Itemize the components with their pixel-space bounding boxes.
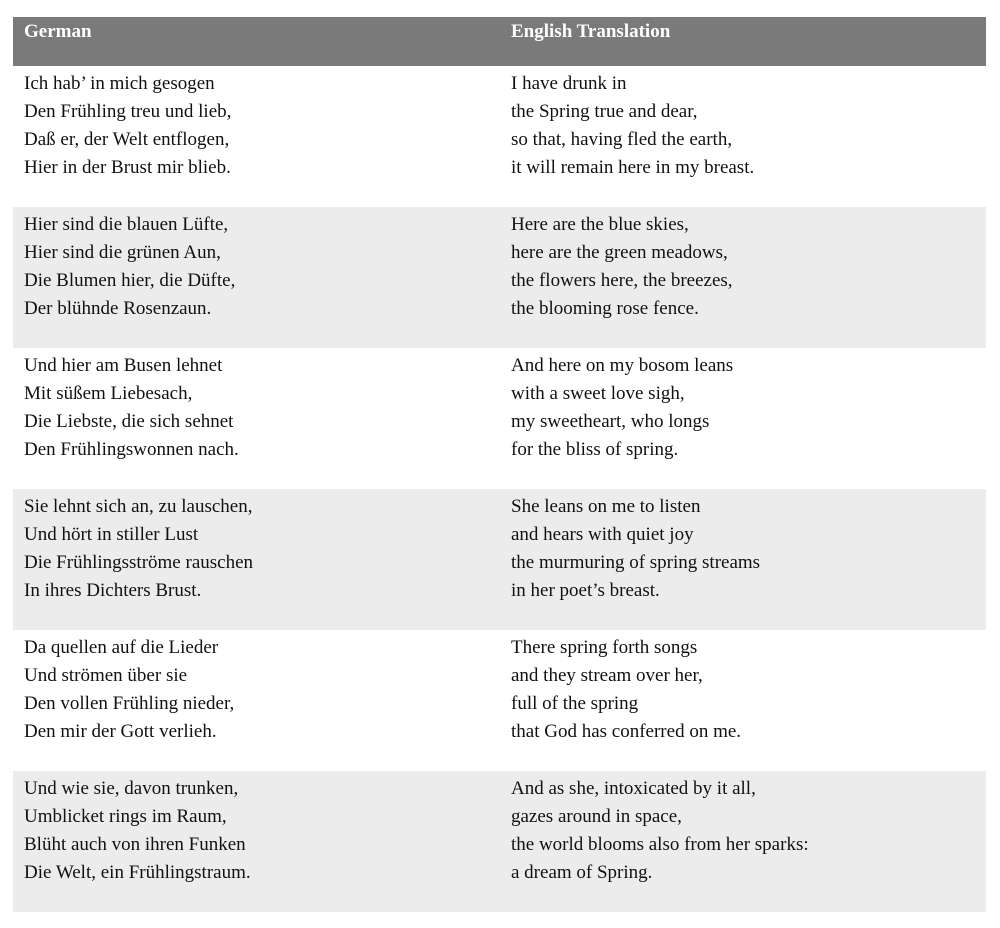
- english-stanza: [511, 634, 741, 746]
- verse-line: I have drunk in: [511, 73, 627, 94]
- english-stanza: [511, 493, 760, 605]
- verse-line: here are the green meadows,: [511, 242, 728, 263]
- verse-line: full of the spring: [511, 693, 639, 714]
- verse-line: Daß er, der Welt entflogen,: [24, 129, 230, 150]
- verse-line: my sweetheart, who longs: [511, 411, 710, 432]
- verse-line: and they stream over her,: [511, 665, 703, 686]
- header-english: English Translation: [511, 21, 671, 42]
- verse-line: for the bliss of spring.: [511, 439, 679, 460]
- verse-line: In ihres Dichters Brust.: [24, 580, 202, 601]
- verse-line: Die Blumen hier, die Düfte,: [24, 270, 236, 291]
- verse-line: Der blühnde Rosenzaun.: [24, 298, 212, 319]
- verse-line: There spring forth songs: [511, 637, 698, 658]
- german-stanza: [24, 352, 239, 464]
- german-stanza: [24, 70, 231, 182]
- verse-line: Die Liebste, die sich sehnet: [24, 411, 234, 432]
- verse-line: And as she, intoxicated by it all,: [511, 778, 756, 799]
- verse-line: Und hier am Busen lehnet: [24, 355, 223, 376]
- verse-line: She leans on me to listen: [511, 496, 701, 517]
- verse-line: Blüht auch von ihren Funken: [24, 834, 246, 855]
- english-stanza: [511, 352, 733, 464]
- verse-line: Umblicket rings im Raum,: [24, 806, 227, 827]
- verse-line: that God has conferred on me.: [511, 721, 742, 742]
- verse-line: Ich hab’ in mich gesogen: [24, 73, 215, 94]
- english-stanza: [511, 775, 809, 887]
- verse-line: Den Frühling treu und lieb,: [24, 101, 232, 122]
- german-stanza: [24, 634, 234, 746]
- header-german: German: [24, 21, 92, 42]
- table-row: [13, 348, 986, 489]
- verse-line: Und strömen über sie: [24, 665, 188, 686]
- table-header: [13, 17, 986, 66]
- table-row: [13, 66, 986, 207]
- verse-line: Hier in der Brust mir blieb.: [24, 157, 231, 178]
- verse-line: with a sweet love sigh,: [511, 383, 685, 404]
- verse-line: Und hört in stiller Lust: [24, 524, 199, 545]
- table-row: [13, 771, 986, 912]
- table-row: [13, 489, 986, 630]
- verse-line: the flowers here, the breezes,: [511, 270, 733, 291]
- verse-line: Und wie sie, davon trunken,: [24, 778, 239, 799]
- verse-line: Here are the blue skies,: [511, 214, 689, 235]
- verse-line: Den Frühlingswonnen nach.: [24, 439, 239, 460]
- german-stanza: [24, 211, 235, 323]
- verse-line: And here on my bosom leans: [511, 355, 734, 376]
- table-row: [13, 630, 986, 771]
- german-stanza: [24, 775, 251, 887]
- verse-line: it will remain here in my breast.: [511, 157, 755, 178]
- verse-line: gazes around in space,: [511, 806, 682, 827]
- verse-line: Die Frühlingsströme rauschen: [24, 552, 254, 573]
- verse-line: the blooming rose fence.: [511, 298, 699, 319]
- verse-line: and hears with quiet joy: [511, 524, 694, 545]
- verse-line: Sie lehnt sich an, zu lauschen,: [24, 496, 253, 517]
- poem-translation-table: [13, 17, 986, 912]
- english-stanza: [511, 211, 733, 323]
- verse-line: the murmuring of spring streams: [511, 552, 761, 573]
- verse-line: so that, having fled the earth,: [511, 129, 733, 150]
- verse-line: Da quellen auf die Lieder: [24, 637, 219, 658]
- verse-line: the Spring true and dear,: [511, 101, 698, 122]
- verse-line: Den mir der Gott verlieh.: [24, 721, 217, 742]
- verse-line: the world blooms also from her sparks:: [511, 834, 809, 855]
- english-stanza: [511, 70, 754, 182]
- verse-line: Mit süßem Liebesach,: [24, 383, 193, 404]
- verse-line: in her poet’s breast.: [511, 580, 660, 601]
- verse-line: Hier sind die grünen Aun,: [24, 242, 221, 263]
- verse-line: a dream of Spring.: [511, 862, 653, 883]
- verse-line: Den vollen Frühling nieder,: [24, 693, 235, 714]
- table-row: [13, 207, 986, 348]
- verse-line: Die Welt, ein Frühlingstraum.: [24, 862, 251, 883]
- german-stanza: [24, 493, 253, 605]
- verse-line: Hier sind die blauen Lüfte,: [24, 214, 229, 235]
